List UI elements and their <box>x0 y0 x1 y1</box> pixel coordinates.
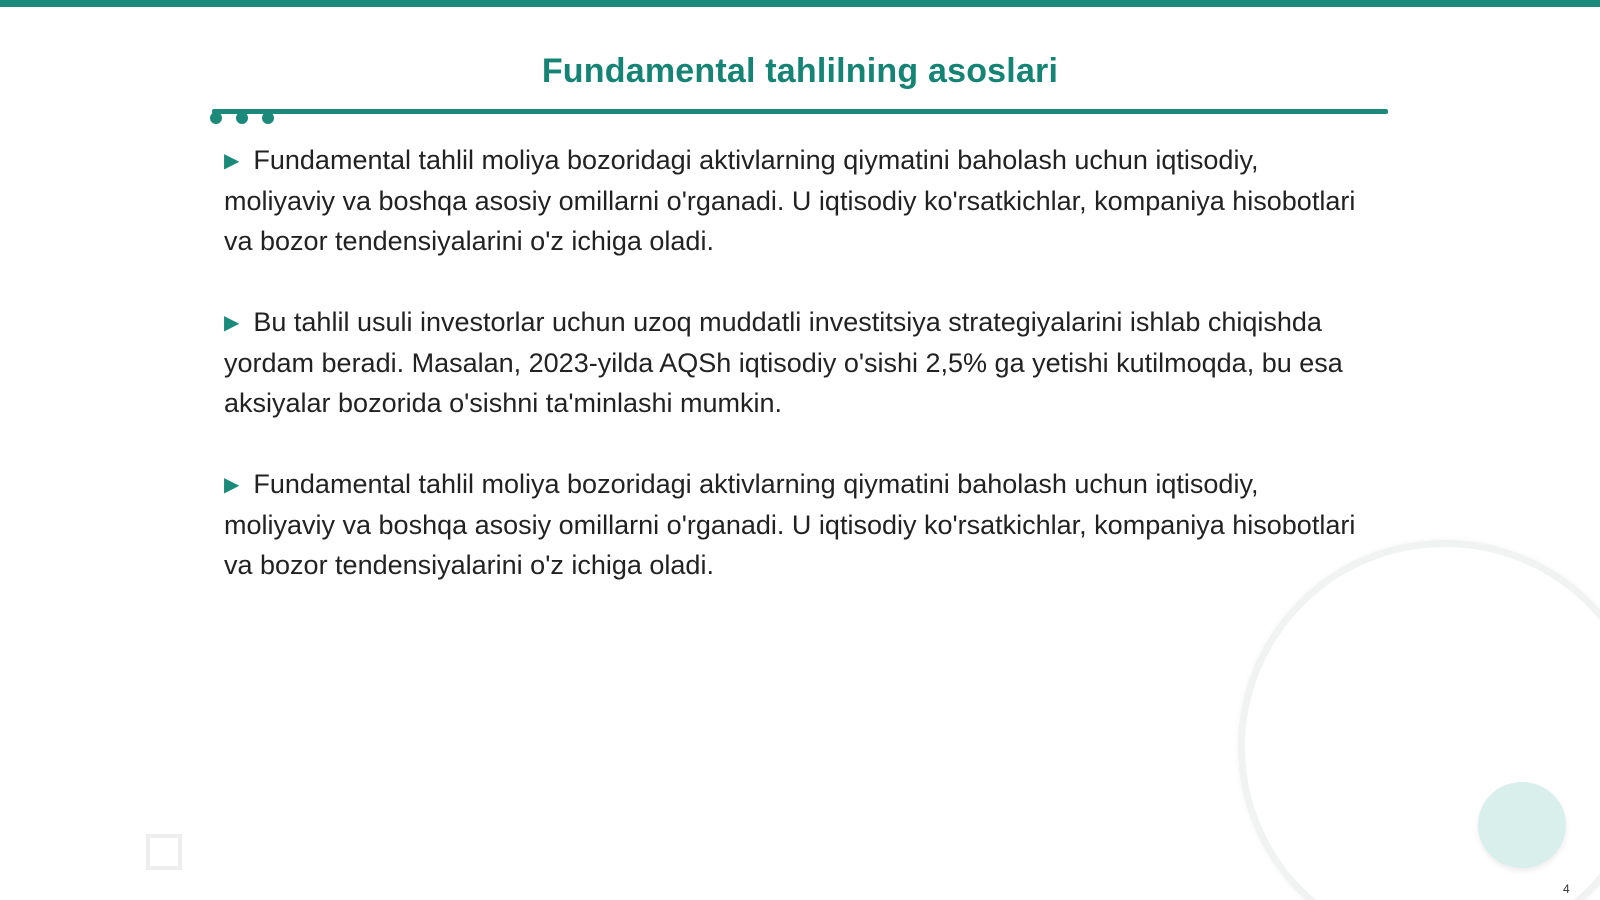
decor-dot <box>262 112 274 124</box>
paragraph-text: Bu tahlil usuli investorlar uchun uzoq muddatli investitsiya strategiyalarini ishlab chiqishda yordam beradi. Masalan, 2023-yilda AQSh iqtisodiy o'sishi 2,5% ga yetishi kutilmoqda, bu esa aksiyalar bozorida o'sishni ta'minlashi mumkin. <box>224 307 1343 418</box>
decor-circle <box>1478 782 1566 868</box>
decor-square <box>146 834 182 870</box>
bullet-paragraph-1 <box>224 140 1374 261</box>
title-underline <box>212 109 1388 114</box>
bullet-paragraph-2 <box>224 302 1374 423</box>
decor-dot <box>210 112 222 124</box>
bullet-paragraph-3 <box>224 464 1374 585</box>
paragraph-text: Fundamental tahlil moliya bozoridagi aktivlarning qiymatini baholash uchun iqtisodiy, moliyaviy va boshqa asosiy omillarni o'rganadi. U iqtisodiy ko'rsatkichlar, kompaniya hisobotlari va bozor tendensiyalarini o'z ichiga oladi. <box>224 145 1356 256</box>
bullet-list <box>224 140 1374 626</box>
slide-title: Fundamental tahlilning asoslari <box>541 52 1059 90</box>
top-accent-bar <box>0 0 1600 7</box>
decor-dot <box>236 112 248 124</box>
page-number: 4 <box>1563 882 1570 896</box>
paragraph-text: Fundamental tahlil moliya bozoridagi aktivlarning qiymatini baholash uchun iqtisodiy, moliyaviy va boshqa asosiy omillarni o'rganadi. U iqtisodiy ko'rsatkichlar, kompaniya hisobotlari va bozor tendensiyalarini o'z ichiga oladi. <box>224 469 1356 580</box>
triangle-bullet-icon: ▶ <box>224 474 240 496</box>
triangle-bullet-icon: ▶ <box>224 150 240 172</box>
triangle-bullet-icon: ▶ <box>224 312 240 334</box>
